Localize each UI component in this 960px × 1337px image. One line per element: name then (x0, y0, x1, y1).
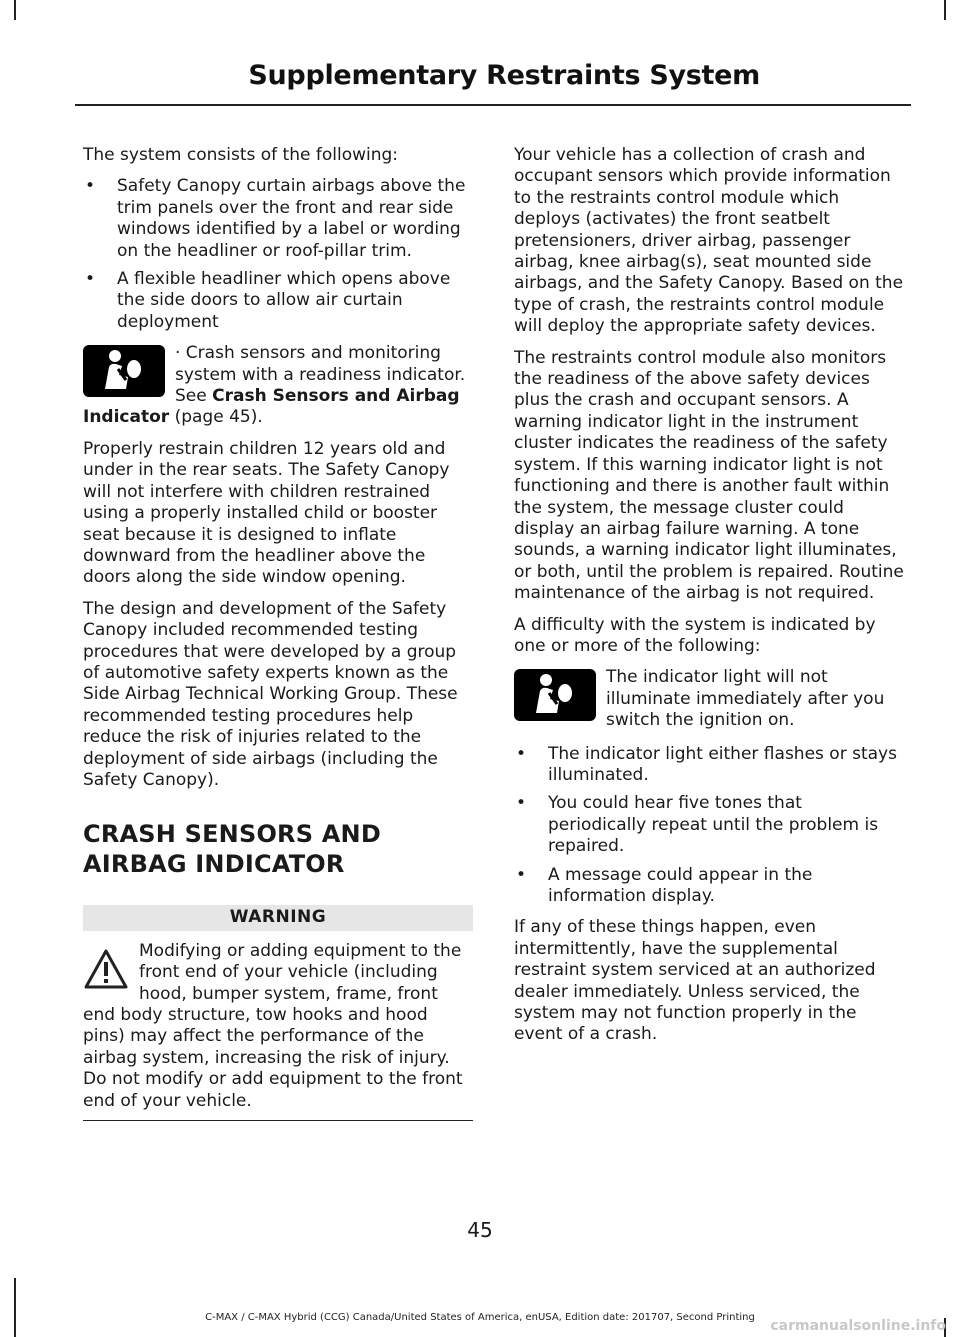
page-number: 45 (467, 1218, 493, 1242)
design-paragraph: The design and development of the Safety Canopy included recommended testing procedures that were developed by a group of automotive safety experts known as the Side Airbag Technical Working Group. These recommended testing procedures help reduce the risk of injuries related to the deployment of side airbags (including the Safety Canopy). (83, 598, 458, 790)
sensors-paragraph: Your vehicle has a collection of crash and occupant sensors which provide information to the restraints control module which deploys (activates) the front seatbelt pretensioners, driver airbag, passenger airbag, knee airbag(s), seat mounted side airbags, and the Safety Canopy. Based on the type of crash, the restraints control module will deploy the appropriate safety devices. (514, 145, 904, 337)
crash-sensors-link[interactable]: Crash Sensors and Airbag Indicator (83, 386, 460, 428)
left-column (83, 145, 473, 1121)
crop-mark-bottom-left (14, 1278, 16, 1337)
symptoms-list (514, 744, 904, 908)
list-item: • A flexible headliner which opens above the side doors to allow air curtain deployment (83, 269, 473, 333)
indicator-text: The indicator light will not illuminate immediately after you switch the ignition on. (606, 667, 885, 731)
warning-label: WARNING (83, 905, 473, 930)
header-rule (75, 104, 911, 106)
crash-sensor-text: · Crash sensors and monitoring system with a readiness indicator. See (175, 343, 466, 407)
list-item: • Safety Canopy curtain airbags above the trim panels over the front and rear side windows identified by a label or wording on the headliner or roof-pillar trim. (83, 176, 473, 262)
warning-text: Modifying or adding equipment to the front end of your vehicle (including hood, bumper system, frame, front end body structure, tow hooks and hood pins) may affect the performance of the airbag system, increasing the risk of injury. Do not modify or add equipment to the front end of your vehicle. (83, 940, 463, 1111)
list-item: • A message could appear in the information display. (514, 865, 904, 908)
list-item: • The indicator light either flashes or stays illuminated. (514, 744, 904, 787)
section-heading: CRASH SENSORS AND AIRBAG INDICATOR (83, 820, 381, 879)
difficulty-paragraph: A difficulty with the system is indicated by one or more of the following: (514, 614, 876, 656)
page-title: Supplementary Restraints System (248, 60, 760, 91)
crop-mark-top-left (14, 0, 16, 20)
warning-box (83, 941, 473, 1121)
list-item: • You could hear five tones that periodically repeat until the problem is repaired. (514, 793, 904, 857)
footer-text: C-MAX / C-MAX Hybrid (CCG) Canada/United States of America, enUSA, Edition date: 201707, Second Printing (205, 1312, 755, 1323)
airbag-indicator-icon (83, 345, 165, 397)
page-reference: (page 45). (169, 407, 263, 428)
children-paragraph: Properly restrain children 12 years old and under in the rear seats. The Safety Canopy will not interfere with children restrained using a properly installed child or booster seat because it is designed to inflate downward from the headliner above the doors along the side window opening. (83, 438, 450, 588)
right-column (514, 145, 904, 1056)
indicator-paragraph (514, 667, 904, 731)
warning-triangle-icon (83, 947, 129, 993)
watermark: carmanualsonline.info (770, 1318, 946, 1334)
airbag-indicator-icon (514, 669, 596, 721)
crash-sensor-paragraph (83, 343, 473, 429)
intro-text: The system consists of the following: (83, 145, 399, 165)
components-list (83, 176, 473, 333)
service-paragraph: If any of these things happen, even intermittently, have the supplemental restraint system serviced at an authorized dealer immediately. Unless serviced, the system may not function properly in the event of a crash. (514, 917, 876, 1045)
monitoring-paragraph: The restraints control module also monitors the readiness of the above safety devices plus the crash and occupant sensors. A warning indicator light in the instrument cluster indicates the readiness of the safety system. If this warning indicator light is not functioning and there is another fault within the system, the message cluster could display an airbag failure warning. A tone sounds, a warning indicator light illuminates, or both, until the problem is repaired. Routine maintenance of the airbag is not required. (514, 347, 904, 604)
crop-mark-top-right (944, 0, 946, 20)
